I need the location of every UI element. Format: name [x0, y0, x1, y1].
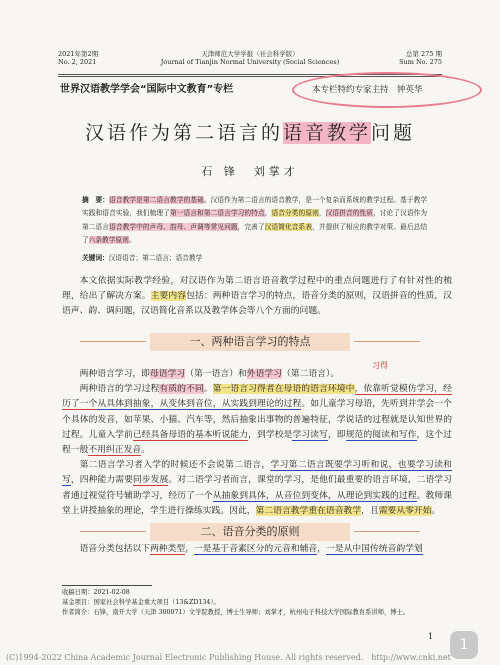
footnotes: [62, 588, 452, 618]
keywords: [82, 252, 202, 262]
underlined-text: 一是从中国传统音韵学划: [325, 544, 423, 554]
abstract-text: ，讨论了汉语作为第二语言: [82, 209, 428, 231]
journal-name-en: Journal of Tianjin Normal University (Social Sciences): [160, 58, 340, 66]
author-info: 作者简介：石锋，南开大学（天津 300071）文学院教授，博士生导师；刘掌才，杭州电子科技大学国际教育系讲师，博士。: [62, 609, 410, 616]
underlined-text: 两种类型: [149, 544, 186, 554]
highlighted-text: 六条教学原则: [88, 236, 129, 245]
underlined-text: 学习第二语言既要学习听和说，也要学习读和写: [62, 460, 452, 486]
sum-info: [399, 50, 442, 66]
underlined-text: 规范的阅读和写作: [345, 429, 417, 440]
host-annotation: [292, 72, 482, 108]
body-text: ，: [185, 544, 194, 554]
underlined-text: ，依靠听觉模仿学习，经历了一个: [62, 384, 452, 410]
sum-cn: 总第 275 期: [405, 50, 442, 58]
section-heading-1: 一、两种语言学习的特点: [150, 333, 350, 351]
title-text-end: 问题: [371, 122, 416, 144]
body-text: 两种语言的学习过程: [79, 384, 160, 395]
intro-paragraph: [62, 274, 452, 320]
footnote-rule: [62, 585, 152, 586]
keywords-label: 关键词：: [82, 254, 109, 262]
abstract-text: 。汉语作为第二语言的语音教学，是一个复杂而系统的教学过程。基于教学实践和语音实验，我们梳理了: [82, 196, 428, 218]
keywords-text: 汉语语音；第二语言；语音教学: [108, 254, 203, 262]
highlighted-text: 需要从零开始: [378, 505, 432, 516]
highlighted-text: 第一语言习得者在母语的语言环境中: [212, 384, 355, 395]
section1-paragraphs: [62, 367, 452, 519]
body-text: ，且: [361, 505, 379, 516]
body-text: 。对二语学习者而言，课堂的学习，是他们最重要的语言环境，二语学习者通过视觉符号辅助学习，经历了一个: [62, 475, 452, 501]
section-heading-2: 二、语音分类的原则: [150, 523, 350, 541]
abstract-text: ，完善了: [237, 222, 265, 231]
abstract-text: ，: [264, 209, 272, 218]
body-text: 语音分类包括以下: [79, 544, 150, 554]
body-text: 。: [141, 445, 151, 456]
highlighted-text: 语音教学中的声母、韵母、声调等常见问题: [109, 222, 238, 231]
abstract: [82, 194, 427, 248]
underlined-text: 已经具备母语的基本听说能力: [132, 429, 249, 440]
abstract-text: 。: [128, 236, 136, 245]
copyright-notice: (C)1994-2022 China Academic Journal Electronic Publishing House. All rights reserved. http://www.cnki.net: [6, 653, 451, 662]
body-text: ，这个过程一般: [62, 429, 452, 456]
underlined-text: 一是基于音素区分的元音和辅音: [194, 544, 318, 554]
abstract-text: ，: [318, 209, 326, 218]
body-text: 。如儿童学习母语，先听到并学会一个个具体的发音，如苹果、小猫、汽车等，然后抽象出事物的普遍特征，学说话的过程就是认知世界的过程。儿童入学前: [62, 399, 452, 440]
body-text: ，四种能力需要: [70, 475, 133, 486]
section2-paragraph: [62, 542, 452, 557]
issue-en: No. 2, 2021: [58, 58, 97, 66]
underlined-text: 从抽象到具体，从音位到变体，从理论到实践的过程: [212, 490, 417, 501]
authors: 石 锋 刘掌才: [201, 165, 299, 178]
highlighted-text: 汉语简化音系表: [264, 222, 313, 231]
body-text: 两种语言学习，即: [79, 369, 150, 379]
highlighted-text: 第二语言教学重在语音教学: [255, 505, 362, 516]
column-title: 世界汉语教学学会“国际中文教育”专栏: [60, 84, 234, 95]
sum-en: Sum No. 275: [399, 58, 442, 66]
body-text: （第一语言）和: [185, 369, 247, 379]
underlined-text: 学习读写: [292, 429, 328, 440]
underlined-text: 不用纠正发音: [88, 445, 142, 456]
body-text: ，即: [327, 429, 346, 440]
body-text: （第二语言）。: [281, 369, 340, 379]
abstract-text: ，并提供了相应的教学对策。最后总结了: [82, 222, 428, 245]
body-text: ，到学校是: [248, 429, 293, 440]
highlighted-text: 汉语拼音的性质: [325, 209, 374, 218]
page-number: 1: [428, 632, 434, 641]
body-text: 第二语言学习者入学的时候还不会说第二语言，: [79, 460, 271, 471]
article-title: [0, 118, 500, 145]
journal-name: [58, 50, 442, 66]
body-text: 。: [431, 505, 441, 516]
highlighted-text: 主要内容: [150, 291, 187, 302]
underlined-text: 同步发展: [132, 475, 169, 486]
body-text: 本文依据实际教学经验，对汉语作为第二语言语音教学过程中的重点问题进行了有针对性的梳理，给出了解决方案。: [62, 276, 452, 302]
running-header: [58, 50, 442, 72]
highlighted-text: 外语学习: [246, 369, 282, 379]
highlighted-text: 语音分类的原则: [271, 209, 319, 218]
body-text: 包括：两种语言学习的特点，语音分类的原则，汉语拼音的性质，汉语声、韵、调问题，汉语简化音系以及教学体会等八个方面的问题。: [62, 291, 452, 317]
fund-info: 基金项目：国家社会科学基金重大项目（13&ZD134）。: [62, 599, 220, 606]
received-date: 收稿日期：2021-02-08: [62, 589, 130, 596]
handwritten-note: 习得: [372, 361, 388, 370]
host-note: 本专栏特约专家主持 钟英华: [312, 85, 423, 95]
highlighted-text: 有质的不同: [159, 384, 204, 395]
underlined-text: 从具体到抽象，从变体到音位，从实践到理论的过程: [97, 399, 302, 410]
highlighted-text: 母语学习: [149, 369, 186, 379]
title-highlight: 语音教学: [282, 122, 371, 144]
page-badge[interactable]: 1: [450, 631, 478, 659]
title-text: 汉语作为第二语言的: [84, 122, 283, 144]
highlighted-text: 语音教学是第二语言教学的基础: [109, 196, 204, 204]
abstract-label: 摘 要：: [82, 196, 110, 204]
journal-name-cn: 天津师范大学学报（社会科学版）: [201, 50, 299, 58]
body-text: ，: [317, 544, 326, 554]
body-text: 。: [203, 384, 213, 395]
issue-cn: 2021年第2期: [58, 50, 99, 58]
highlighted-text: 第一语言和第二语言学习的特点: [169, 209, 265, 218]
body-text: 。教师课堂上讲授抽象的理论，学生进行操练实践。因此，: [62, 490, 452, 516]
